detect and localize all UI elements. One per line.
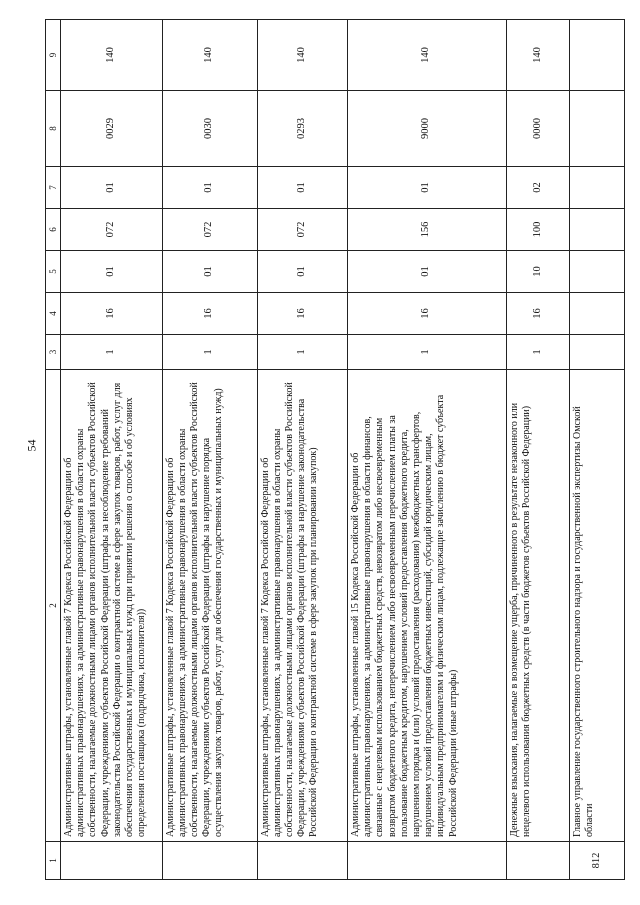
code-article: 01 <box>61 251 163 293</box>
code-element: 02 <box>506 167 570 209</box>
page-number: 54 <box>24 439 39 452</box>
row-description: Административные штрафы, установленные главой 15 Кодекса Российской Федерации об административных правонарушениях, за административные правонарушения в области финансов, связанные с нецелевым использованием бюджетных средств, невозвратом либо несвоевременным возвратом бюджетного кредита, неперечислением либо несвоевременным перечислением платы за пользование бюджетным кредитом, нарушением условий предоставления бюджетного кредита, нарушением порядка и (или) условий предоставления (расходования) межбюджетных трансфертов, нарушением условий предоставления бюджетных инвестиций, субсидий юридическим лицам, индивидуальным предпринимателям и физическим лицам, подлежащие зачислению в бюджет субъекта Российской Федерации (иные штрафы) <box>348 370 507 842</box>
row-description: Денежные взыскания, налагаемые в возмещение ущерба, причиненного в результате незаконного или нецелевого использования бюджетных средств (в части бюджетов субъектов Российской Федерации) <box>506 370 570 842</box>
code-article: 01 <box>257 251 347 293</box>
rotated-page-content <box>45 20 625 880</box>
row-code: 812 <box>570 842 625 880</box>
code-group: 1 <box>506 335 570 370</box>
code-program: 0030 <box>162 91 257 167</box>
code-element: 01 <box>162 167 257 209</box>
code-economic: 140 <box>348 20 507 91</box>
code-subgroup: 16 <box>162 293 257 335</box>
header-col-5: 5 <box>46 251 61 293</box>
code-economic: 140 <box>162 20 257 91</box>
code-program: 9000 <box>348 91 507 167</box>
header-col-9: 9 <box>46 20 61 91</box>
table-row <box>506 20 570 880</box>
row-code <box>61 842 163 880</box>
code-article: 01 <box>348 251 507 293</box>
code-article <box>570 251 625 293</box>
budget-classification-table <box>45 19 625 880</box>
code-element: 01 <box>61 167 163 209</box>
code-subarticle: 072 <box>61 209 163 251</box>
code-article: 01 <box>162 251 257 293</box>
table-row <box>570 20 625 880</box>
code-subgroup: 16 <box>506 293 570 335</box>
row-description: Административные штрафы, установленные главой 7 Кодекса Российской Федерации об административных правонарушениях, за административные правонарушения в области охраны собственности, налагаемые должностными лицами органов исполнительной власти субъектов Российской Федерации, учреждениями субъектов Российской Федерации (штрафы за нарушение порядка осуществления закупок товаров, работ, услуг для обеспечения государственных и муниципальных нужд) <box>162 370 257 842</box>
table-row <box>61 20 163 880</box>
code-economic: 140 <box>257 20 347 91</box>
code-subarticle: 072 <box>162 209 257 251</box>
row-code <box>162 842 257 880</box>
code-subarticle: 072 <box>257 209 347 251</box>
code-group: 1 <box>162 335 257 370</box>
code-group: 1 <box>348 335 507 370</box>
code-subarticle <box>570 209 625 251</box>
code-subgroup: 16 <box>348 293 507 335</box>
code-group <box>570 335 625 370</box>
code-program: 0000 <box>506 91 570 167</box>
code-element: 01 <box>348 167 507 209</box>
header-col-8: 8 <box>46 91 61 167</box>
code-subgroup: 16 <box>61 293 163 335</box>
code-economic: 140 <box>506 20 570 91</box>
code-subgroup: 16 <box>257 293 347 335</box>
header-row <box>46 20 61 880</box>
code-group: 1 <box>257 335 347 370</box>
header-col-1: 1 <box>46 842 61 880</box>
code-economic <box>570 20 625 91</box>
header-col-3: 3 <box>46 335 61 370</box>
header-col-6: 6 <box>46 209 61 251</box>
row-code <box>348 842 507 880</box>
table-row <box>162 20 257 880</box>
table-row <box>257 20 347 880</box>
code-subgroup <box>570 293 625 335</box>
code-program: 0293 <box>257 91 347 167</box>
row-description: Административные штрафы, установленные главой 7 Кодекса Российской Федерации об административных правонарушениях, за административные правонарушения в области охраны собственности, налагаемые должностными лицами органов исполнительной власти субъектов Российской Федерации, учреждениями субъектов Российской Федерации (штрафы за нарушение законодательства Российской Федерации о контрактной системе в сфере закупок при планировании закупок) <box>257 370 347 842</box>
code-program: 0029 <box>61 91 163 167</box>
code-group: 1 <box>61 335 163 370</box>
code-article: 10 <box>506 251 570 293</box>
header-col-4: 4 <box>46 293 61 335</box>
code-element <box>570 167 625 209</box>
header-col-7: 7 <box>46 167 61 209</box>
table-row <box>348 20 507 880</box>
code-subarticle: 156 <box>348 209 507 251</box>
code-economic: 140 <box>61 20 163 91</box>
row-code <box>506 842 570 880</box>
code-element: 01 <box>257 167 347 209</box>
row-description: Главное управление государственного строительного надзора и государственной экспертизы Омской области <box>570 370 625 842</box>
code-program <box>570 91 625 167</box>
code-subarticle: 100 <box>506 209 570 251</box>
header-col-2: 2 <box>46 370 61 842</box>
row-description: Административные штрафы, установленные главой 7 Кодекса Российской Федерации об административных правонарушениях, за административные правонарушения в области охраны собственности, налагаемые должностными лицами органов исполнительной власти субъектов Российской Федерации, учреждениями субъектов Российской Федерации (штрафы за несоблюдение требований законодательства Российской Федерации о контрактной системе в сфере закупок товаров, работ, услуг для обеспечения государственных и муниципальных нужд при принятии решения о способе и об условиях определения поставщика (подрядчика, исполнителя)) <box>61 370 163 842</box>
row-code <box>257 842 347 880</box>
